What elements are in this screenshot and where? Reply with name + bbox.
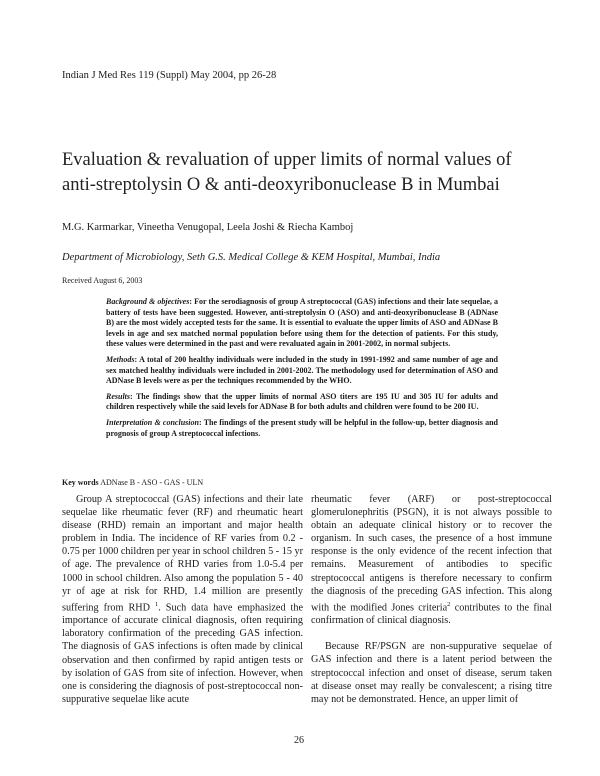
abstract-results (106, 392, 498, 413)
author-list: M.G. Karmarkar, Vineetha Venugopal, Leela Joshi & Riecha Kamboj (62, 222, 354, 233)
page-number: 26 (294, 735, 304, 746)
body-text: Group A streptococcal (GAS) infections and their late sequelae like rheumatic fever (RF) and rheumatic heart disease (RHD) remain an important and major health problem in India. The incidence of RF varies from 0.2 - 0.75 per 1000 children per year in school children 5 - 15 yr of age. The prevalence of RHD varies from 1.0-5.4 per 1000 in school children. Also among the population 5 - 40 yr of age at risk for RHD, 1.4 million are presently suffering from RHD (62, 494, 303, 614)
abstract-interp-label: Interpretation & conclusion (106, 417, 199, 427)
body-column-left (62, 493, 303, 706)
abstract-interp-text: : The findings of the present study will be helpful in the follow-up, better diagnosis and prognosis of group A streptococcal infections. (106, 417, 499, 438)
body-paragraph-2: Because RF/PSGN are non-suppurative sequelae of GAS infection and there is a latent period between the streptococcal infection and onset of disease, serum taken at disease onset may really be convalescent; a rising titre may not be demonstrated. Hence, an upper limit of (311, 641, 552, 705)
abstract-background-label: Background & objectives (106, 297, 190, 306)
body-text: . Such data have emphasized the importance of accurate clinical diagnosis, often requiring laboratory confirmation of the preceding GAS infection. The diagnosis of GAS infections is often made by clinical observation and then confirmed by rapid antigen tests or by isolation of GAS from site of infection. However, when one is considering the diagnosis of post-streptococcal non-suppurative sequelae like acute (62, 602, 304, 705)
reference-superscript: 1 (154, 600, 159, 608)
body-column-right (311, 493, 552, 706)
keywords (62, 478, 203, 487)
affiliation: Department of Microbiology, Seth G.S. Medical College & KEM Hospital, Mumbai, India (62, 252, 441, 263)
abstract-interpretation (106, 418, 498, 439)
reference-superscript: 2 (447, 600, 451, 608)
body-text: rheumatic fever (ARF) or post-streptococcal glomerulonephritis (PSGN), it is not always possible to obtain an adequate clinical history or to recover the organism. In such cases, the presence of a host immune response is the only evidence of the recent infection that remains. Measurement of antibodies to specific streptococcal antigens is therefore necessary to confirm the diagnosis of the preceding GAS infection. This along with the modified Jones criteria (311, 494, 552, 614)
received-date: Received August 6, 2003 (62, 276, 143, 285)
keywords-text: ADNase B - ASO - GAS - ULN (100, 478, 204, 487)
abstract-results-text: : The findings show that the upper limits of normal ASO titers are 195 IU and 305 IU for adults and children respectively while the said levels for ADNase B for both adults and children were found to be 200 IU. (106, 391, 498, 412)
body-paragraph-1-continued (311, 493, 552, 627)
body-text: contributes to the final confirmation of clinical diagnosis. (311, 602, 552, 627)
article-title: Evaluation & revaluation of upper limits of normal values of anti-streptolysin O & anti-deoxyribonuclease B in Mumbai (62, 150, 512, 195)
abstract-methods (106, 355, 498, 387)
abstract-methods-label: Methods (106, 354, 135, 364)
body-paragraph-1 (62, 493, 303, 706)
abstract-background (106, 297, 498, 350)
abstract-results-label: Results (106, 391, 131, 401)
journal-reference: Indian J Med Res 119 (Suppl) May 2004, pp 26-28 (62, 70, 277, 81)
keywords-label: Key words (62, 478, 99, 487)
abstract-methods-text: : A total of 200 healthy individuals were included in the study in 1991-1992 and same number of age and sex matched healthy individuals were included in 2001-2002. The methodology used for determination of ASO and ADNase B levels were as per the techniques recommended by the WHO. (106, 354, 498, 386)
abstract-background-text: : For the serodiagnosis of group A streptococcal (GAS) infections and their late sequelae, a battery of tests have been suggested. However, anti-streptolysin O (ASO) and anti-deoxyribonuclease B (ADNase B) are the most widely accepted tests for the same. It is essential to evaluate the upper limits of ASO and ADNase B levels in age and sex matched normal population before using them for the detection of patients. For this study, these values were determined in the past and were revaluated again in 2001-2002, in normal subjects. (106, 297, 498, 349)
abstract (106, 297, 498, 444)
